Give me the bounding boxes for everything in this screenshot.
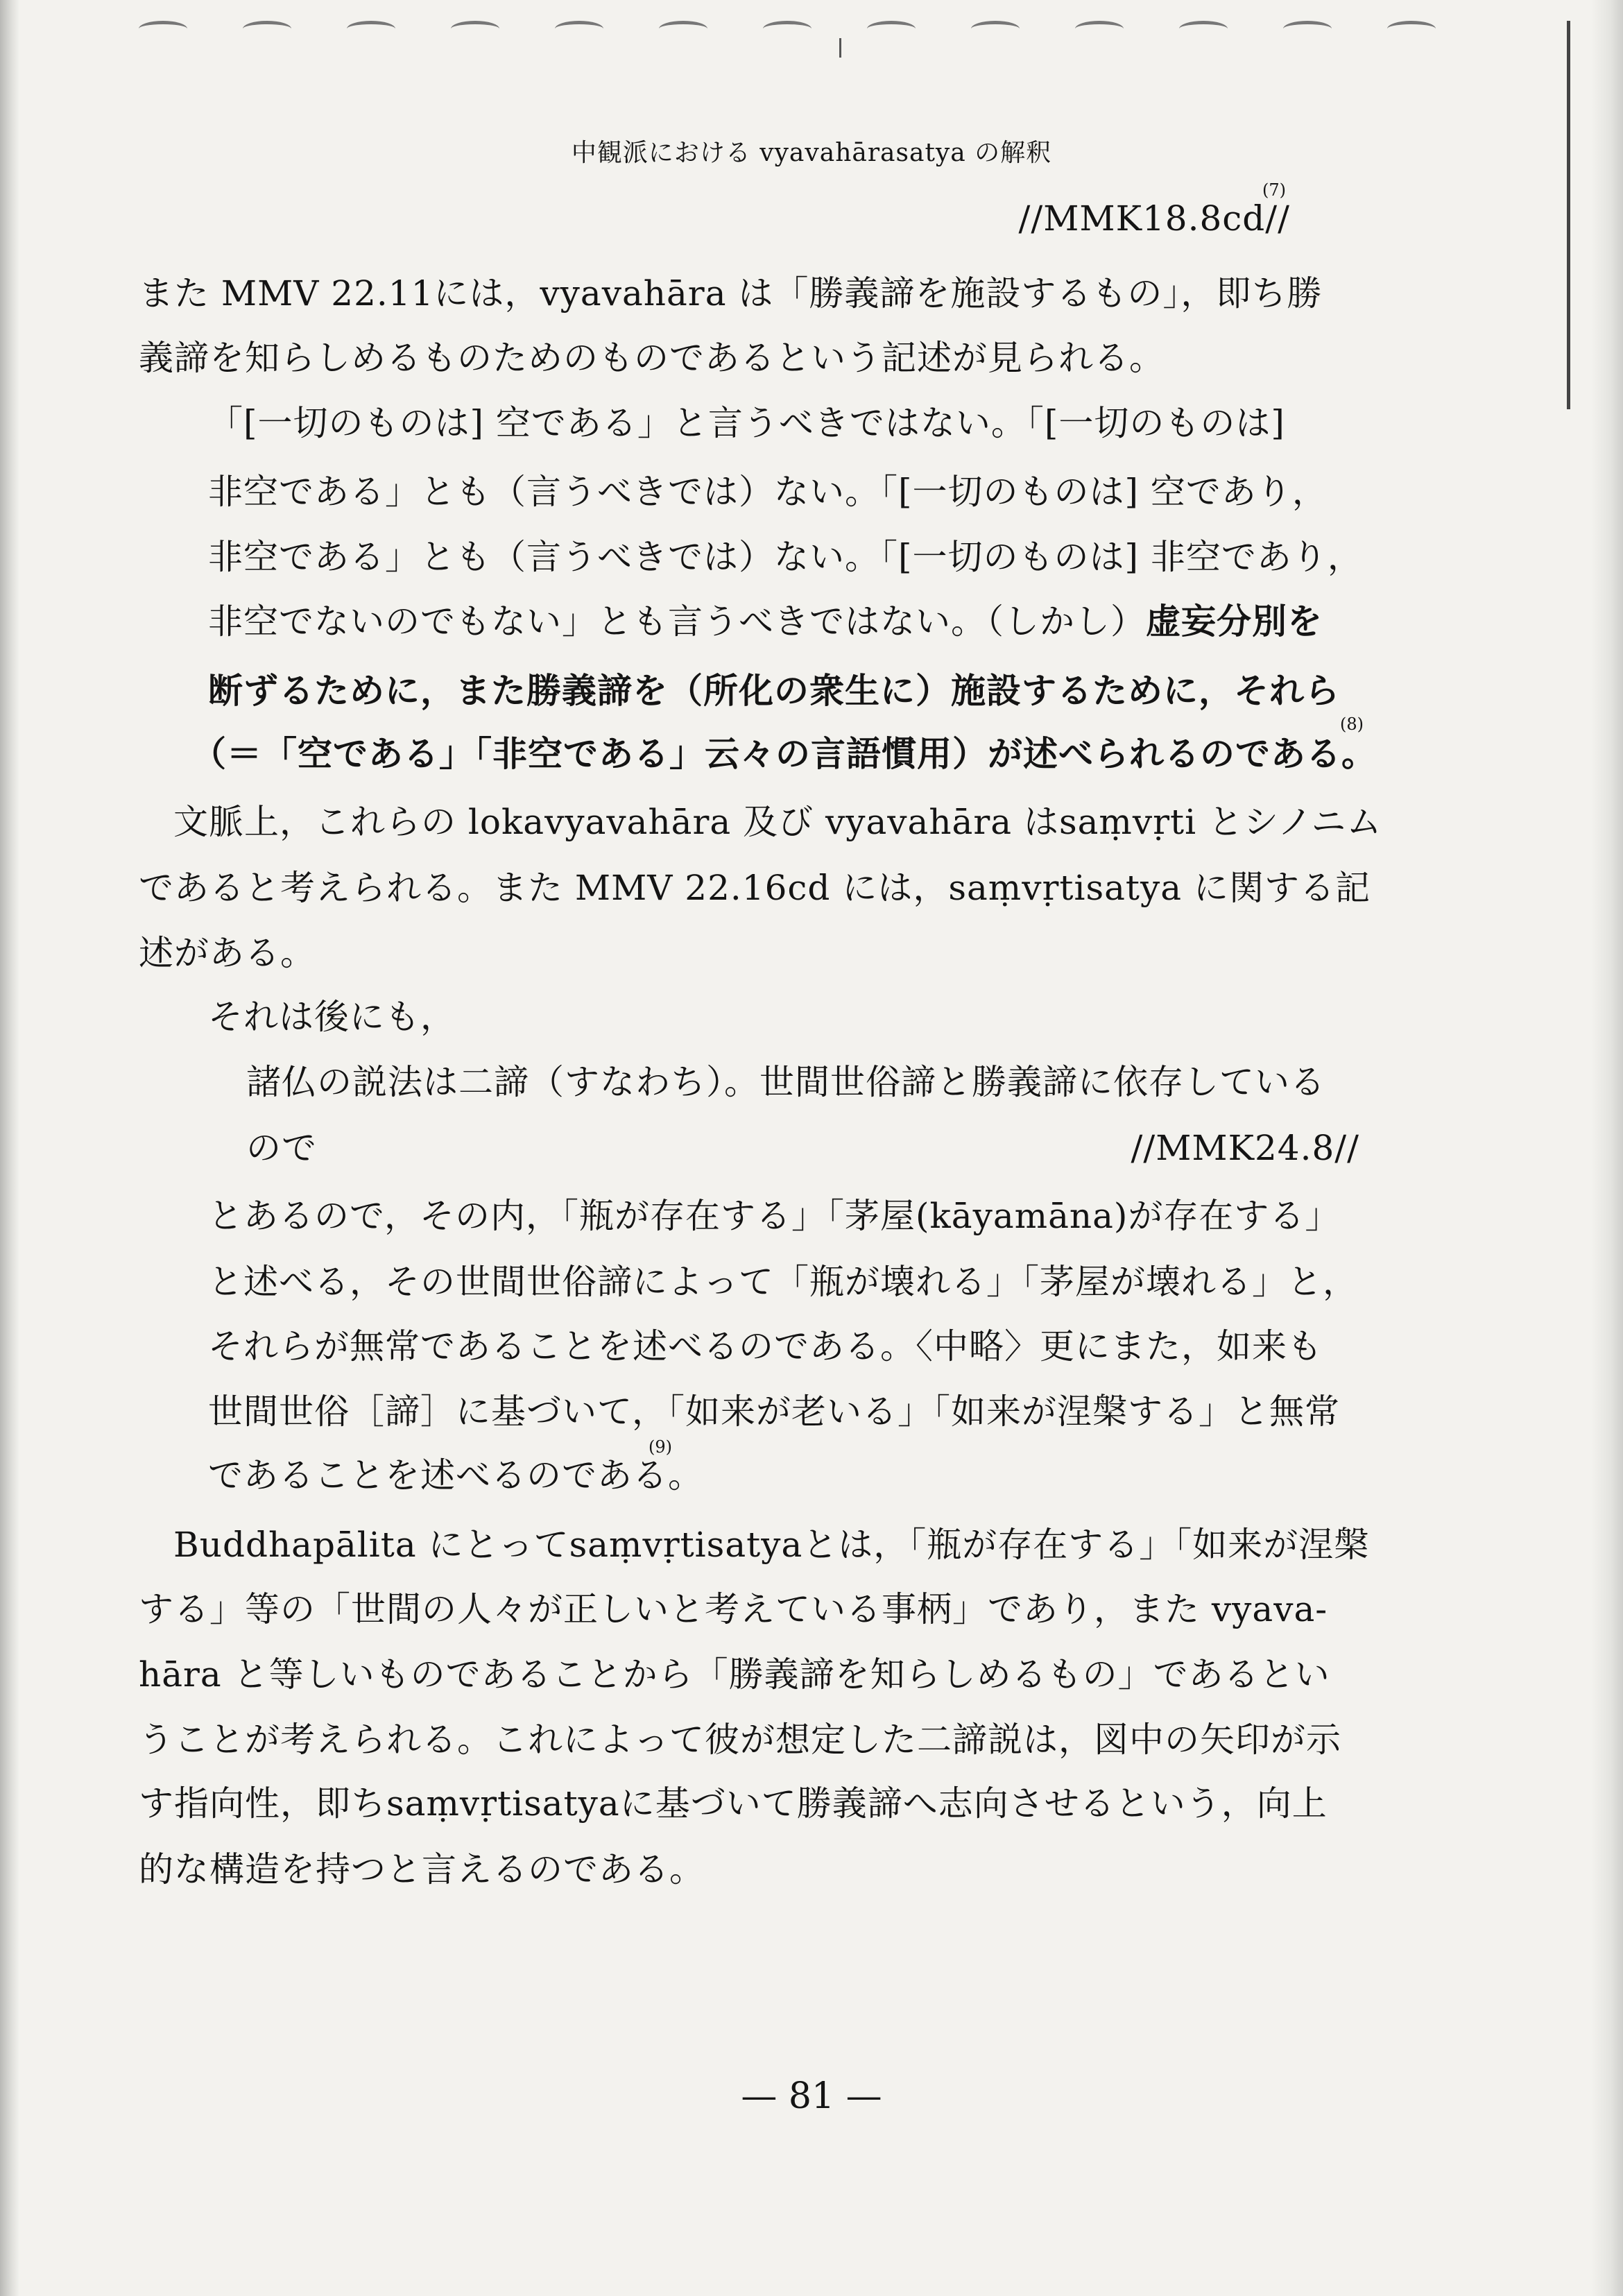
scan-shadow-left — [0, 0, 19, 2296]
paragraph2-line3: 述がある。 — [139, 933, 316, 973]
center-tick — [839, 38, 841, 58]
paragraph1-line2: 義諦を知らしめるものためのものであるという記述が見られる。 — [139, 338, 1165, 378]
quote1-line5: 断ずるために，また勝義諦を（所化の衆生に）施設するために，それら — [208, 671, 1340, 711]
footnote-marker-7: (7) — [1262, 180, 1286, 200]
footnote-marker-8: (8) — [1340, 714, 1364, 734]
quote2-verse-line1: 諸仏の説法は二諦（すなわち）。世間世俗諦と勝義諦に依存している — [246, 1062, 1325, 1102]
quote2-line2: と述べる，その世間世俗諦によって「瓶が壊れる」「茅屋が壊れる」と， — [208, 1262, 1358, 1302]
citation-mmk18: //MMK18.8cd// — [1018, 198, 1290, 239]
quote1-line4 — [208, 601, 1323, 642]
quote1-line1: 「[一切のものは] 空である」と言うべきではない。「[一切のものは] — [208, 403, 1285, 443]
quote1-line4-plain: 非空でないのでもない」とも言うべきではない。（しかし） — [208, 601, 1146, 642]
scan-edge-line — [1567, 21, 1570, 409]
quote2-verse-line2: ので — [246, 1128, 317, 1168]
paragraph3-line1: Buddhapālita にとってsaṃvṛtisatyaとは，「瓶が存在する」「如来が涅槃 — [173, 1525, 1370, 1565]
quote2-line3: それらが無常であることを述べるのである。〈中略〉更にまた，如来も — [208, 1326, 1323, 1367]
quote2-verse-citation: //MMK24.8// — [1131, 1128, 1359, 1168]
page-number: — 81 — — [741, 2075, 882, 2117]
paragraph3-line6: 的な構造を持つと言えるのである。 — [139, 1849, 705, 1890]
quote1-line6: （＝「空である」「非空である」云々の言語慣用）が述べられるのである。 — [191, 734, 1377, 774]
paragraph3-line2: する」等の「世間の人々が正しいと考えている事柄」であり，また vyava- — [139, 1589, 1328, 1629]
quote1-line3: 非空である」とも（言うべきでは）ない。「[一切のものは] 非空であり， — [208, 537, 1363, 577]
quote2-line4: 世間世俗［諦］に基づいて，「如来が老いる」「如来が涅槃する」と無常 — [208, 1391, 1340, 1432]
quote1-line2: 非空である」とも（言うべきでは）ない。「[一切のものは] 空であり， — [208, 472, 1328, 512]
paragraph1-line1: また MMV 22.11には，vyavahāra は「勝義諦を施設するもの」，即ち勝 — [139, 273, 1323, 314]
perforation-marks — [139, 21, 1512, 42]
footnote-marker-9: (9) — [649, 1437, 672, 1457]
paragraph3-line4: うことが考えられる。これによって彼が想定した二諦説は，図中の矢印が示 — [139, 1720, 1341, 1760]
quote1-line4-bold: 虚妄分別を — [1146, 601, 1323, 642]
paragraph2-line2: であると考えられる。また MMV 22.16cd には，saṃvṛtisatya に関する記 — [139, 868, 1371, 908]
quote2-line1: とあるので，その内，「瓶が存在する」「茅屋(kāyamāna)が存在する」 — [208, 1196, 1341, 1236]
running-header: 中観派における vyavahārasatya の解釈 — [571, 139, 1052, 167]
quote2-line5: であることを述べるのである。 — [208, 1455, 703, 1496]
paragraph2-line1: 文脈上，これらの lokavyavahāra 及び vyavahāra はsaṃvṛti とシノニム — [173, 802, 1382, 842]
paragraph3-line5: す指向性，即ちsaṃvṛtisatyaに基づいて勝義諦へ志向させるという，向上 — [139, 1783, 1328, 1824]
quote2-intro: それは後にも， — [208, 997, 456, 1037]
paragraph3-line3: hāra と等しいものであることから「勝義諦を知らしめるもの」であるとい — [139, 1654, 1330, 1695]
scan-shadow-right — [1591, 0, 1623, 2296]
